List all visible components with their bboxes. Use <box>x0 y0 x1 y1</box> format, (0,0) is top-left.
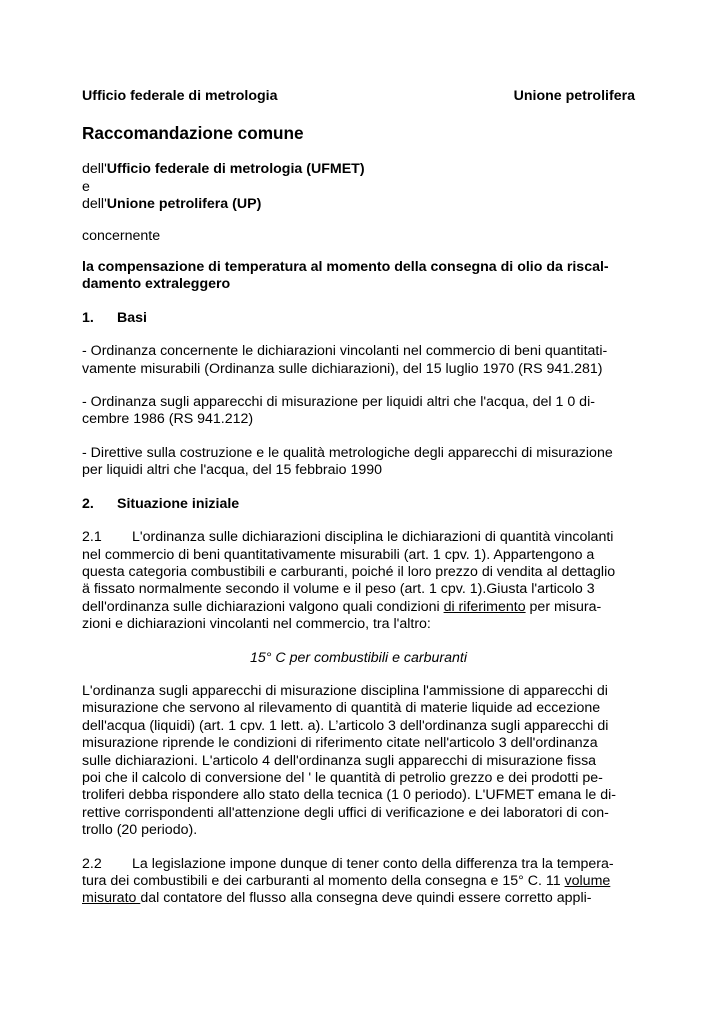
underlined-volume: volume <box>564 873 611 889</box>
header <box>82 88 635 105</box>
ordinanza-line-9: trollo (20 periodo). <box>82 822 198 839</box>
paragraph-2-1-line-5-a: dell'ordinanza sulle dichiarazioni valgono quali condizioni <box>82 598 444 615</box>
paragraph-2-1-line-2: nel commercio di beni quantitativamente misurabili (art. 1 cpv. 1). Appartengono a <box>82 546 595 563</box>
paragraph-2-2 <box>82 856 635 908</box>
paragraph-2-1-first: L'ordinanza sulle dichiarazioni disciplina le dichiarazioni di quantità vincolanti <box>132 529 614 546</box>
document-title: Raccomandazione comune <box>82 123 304 144</box>
paragraph-2-1-line-1 <box>82 529 635 546</box>
underlined-reference-term: di riferimento <box>443 598 526 615</box>
subject-line-2: damento extraleggero <box>82 276 231 293</box>
subject <box>82 259 635 294</box>
paragraph-2-2-line-3 <box>82 890 635 907</box>
paragraph-ordinanza <box>82 683 635 840</box>
basis-item-1-line-1: - Ordinanza concernente le dichiarazioni vincolanti nel commercio di beni quantitati- <box>82 343 608 360</box>
paragraph-2-1-line-5 <box>82 599 635 616</box>
paragraph-2-1-number: 2.1 <box>82 529 102 546</box>
paragraph-2-2-line-2 <box>82 873 635 890</box>
underlined-misurato: misurato <box>82 890 141 907</box>
subject-line-1: la compensazione di temperatura al momento della consegna di olio da riscal- <box>82 259 609 276</box>
ordinanza-line-6: poi che il calcolo di conversione del ' le quantità di petrolio grezzo e dei prodotti pe- <box>82 769 603 786</box>
section-2-title: Situazione iniziale <box>117 495 240 512</box>
basis-item-3-line-2: per liquidi altri che l'acqua, del 15 febbraio 1990 <box>82 462 383 479</box>
basis-item-3 <box>82 445 635 480</box>
paragraph-2-2-line-2-a: tura dei combustibili e dei carburanti al momento della consegna e 15° C. 11 <box>82 873 565 889</box>
ordinanza-line-1: L'ordinanza sugli apparecchi di misurazione disciplina l'ammissione di apparecchi di <box>82 682 608 699</box>
concernente: concernente <box>82 227 161 244</box>
basis-item-2-line-2: cembre 1986 (RS 941.212) <box>82 411 254 428</box>
paragraph-2-1-line-6: zioni e dichiarazioni vincolanti nel commercio, tra l'altro: <box>82 616 431 633</box>
party-1-prefix: dell' <box>82 161 107 178</box>
ordinanza-line-3: dell'acqua (liquidi) (art. 1 cpv. 1 lett. a). L’articolo 3 dell'ordinanza sugli apparecchi di <box>82 717 609 734</box>
party-1-name: Ufficio federale di metrologia (UFMET) <box>106 161 365 178</box>
reference-condition: 15° C per combustibili e carburanti <box>249 649 467 666</box>
paragraph-2-2-number: 2.2 <box>82 855 102 872</box>
ordinanza-line-2: misurazione che servono al rilevamento di quantità di materie liquide ad eccezione <box>82 700 601 717</box>
ordinanza-line-4: misurazione riprende le condizioni di riferimento citate nell'articolo 3 dell'ordinanza <box>82 735 598 752</box>
basis-item-2-line-1: - Ordinanza sugli apparecchi di misurazione per liquidi altri che l'acqua, del 1 0 di- <box>82 394 595 411</box>
ordinanza-line-5: sulle dichiarazioni. L'articolo 4 dell'ordinanza sugli apparecchi di misurazione fissa <box>82 752 597 769</box>
ordinanza-line-8: rettive corrispondenti all'attenzione degli uffici di verificazione e dei laboratori di con- <box>82 804 609 821</box>
paragraph-2-1-line-5-b: per misura- <box>525 598 602 615</box>
section-2-heading <box>82 496 635 513</box>
section-1-heading <box>82 310 635 327</box>
ordinanza-line-7: troliferi debba rispondere allo stato della tecnica (1 0 periodo). L'UFMET emana le di- <box>82 787 616 804</box>
paragraph-2-1 <box>82 529 635 633</box>
paragraph-2-2-line-1 <box>82 856 635 873</box>
paragraph-2-1-line-4: ä fissato normalmente secondo il volume e il peso (art. 1 cpv. 1).Giusta l'articolo 3 <box>82 581 595 598</box>
section-1-number: 1. <box>82 309 94 326</box>
header-right: Unione petrolifera <box>513 88 635 104</box>
parties <box>82 161 635 213</box>
section-2-number: 2. <box>82 495 94 512</box>
party-2-prefix: dell' <box>82 196 107 213</box>
basis-item-2 <box>82 394 635 429</box>
paragraph-2-2-first: La legislazione impone dunque di tener conto della differenza tra la tempera- <box>132 855 614 872</box>
party-line-2 <box>82 196 635 213</box>
paragraph-2-2-line-3-b: dal contatore del flusso alla consegna deve quindi essere corretto appli- <box>140 890 592 907</box>
basis-item-1 <box>82 343 635 378</box>
party-line-1 <box>82 161 635 178</box>
party-conj: e <box>82 178 90 195</box>
paragraph-2-1-line-3: questa categoria combustibili e carburanti, poiché il loro prezzo di vendita al dettaglio <box>82 563 616 580</box>
basis-item-3-line-1: - Direttive sulla costruzione e le qualità metrologiche degli apparecchi di misurazione <box>82 444 613 461</box>
party-2-name: Unione petrolifera (UP) <box>106 196 262 213</box>
basis-item-1-line-2: vamente misurabili (Ordinanza sulle dichiarazioni), del 15 luglio 1970 (RS 941.281) <box>82 360 603 377</box>
header-left: Ufficio federale di metrologia <box>82 88 278 104</box>
section-1-title: Basi <box>117 309 147 326</box>
document-page <box>82 88 635 908</box>
